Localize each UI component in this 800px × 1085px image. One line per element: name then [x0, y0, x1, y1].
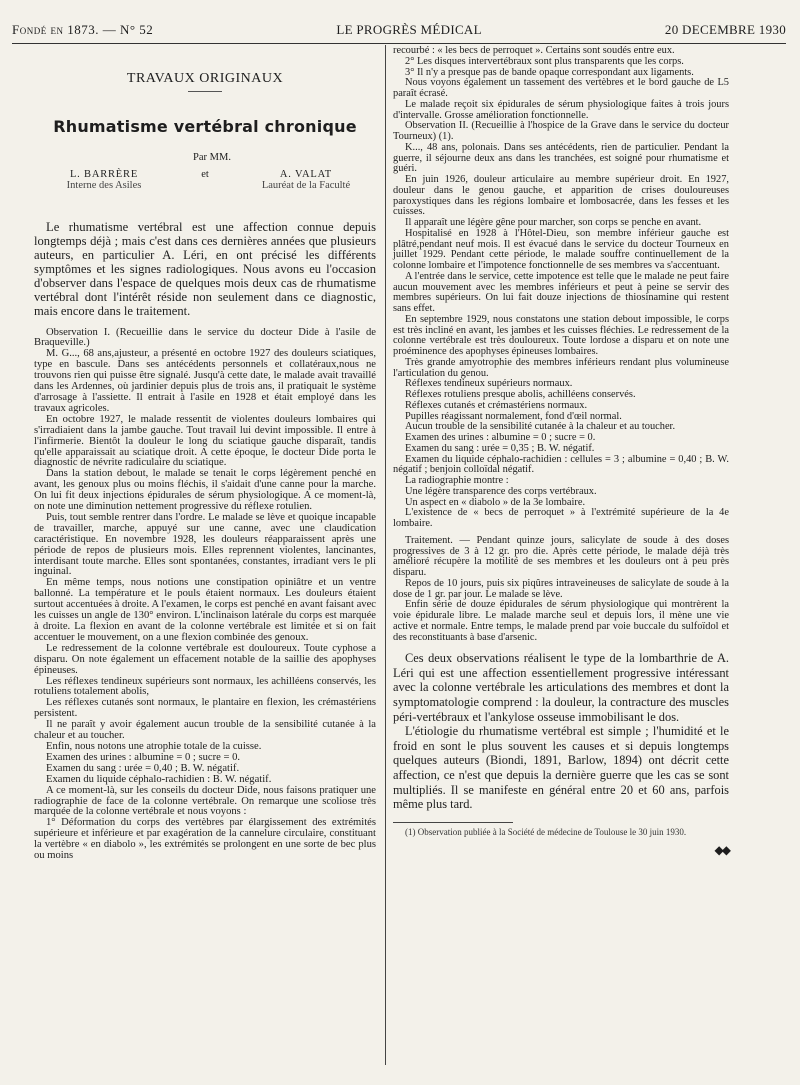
body-paragraph: Le malade reçoit six épidurales de sérum physiologique faites à trois jours d'intervalle. Grosse amélioration fonctionnelle. [393, 98, 729, 121]
exam-line: Réflexes tendineux supérieurs normaux. [405, 378, 573, 390]
authors [34, 170, 376, 192]
author-barrere [34, 170, 174, 192]
treatment-paragraph: Traitement. — Pendant quinze jours, salicylate de soude à des doses progressives de 3 à 12 gr. pro die. Après cette période, le malade déjà très amélioré récupère la motilité de ses membres et les douleurs ont à peu près disparu. [393, 534, 729, 578]
exam-line: Réflexes rotuliens presque abolis, achilléens conservés. [405, 389, 636, 400]
footnote: (1) Observation publiée à la Société de médecine de Toulouse le 30 juin 1930. [405, 826, 687, 837]
body-paragraph: En septembre 1929, nous constatons une station debout impossible, le corps est très incliné en avant, les jambes et les cuisses fléchies. Le redressement de la colonne vertébrale est très douloureux. Toute lordose a disparu et on note une proéminence des apophyses épineuses lombaires. [393, 313, 729, 357]
author-name: A. VALAT [279, 168, 333, 180]
body-paragraph: Repos de 10 jours, puis six piqûres intraveineuses de salicylate de soude à la dose de 1 gr. par jour. Le malade se lève. [393, 577, 729, 600]
body-paragraph: Nous voyons également un tassement des vertèbres et le bord gauche de L5 paraît écrasé. [393, 77, 729, 99]
author-conjunction: et [201, 168, 209, 180]
body-paragraph: M. G..., 68 ans,ajusteur, a présenté en octobre 1927 des douleurs sciatiques, type en bascule. Dans ses antécédents personnels et collatéraux,nous ne trouvons rien qui puisse être signalé. Jusqu'à cette date, le malade avait travaillé dans les Ardennes, où jardinier depuis plus de trois ans, il pratiquait le système d'arrosage à l'assiette. Il entrait à l'asile en 1928 et était employé dans les travaux agricoles. [34, 348, 376, 414]
intro-paragraph: Le rhumatisme vertébral est une affection connue depuis longtemps déjà ; mais c'est dans ces dernières années que plusieurs auteurs, en particulier A. Léri, en ont précisé les différents symptômes et les signes radiologiques. Nous avons eu l'occasion d'observer dans l'espace de quelques mois deux cas de rhumatisme vertébral dont l'intérêt réside non seulement dans ce diagnostic, mais encore dans le traitement. [34, 219, 376, 318]
body-paragraph: recourbé : « les becs de perroquet ». Certains sont soudés entre eux. [393, 45, 675, 56]
journal-title: LE PROGRÈS MÉDICAL [336, 22, 482, 37]
founding-note: Fondé en 1873. — N° 52 [12, 22, 154, 37]
header-rule [12, 43, 786, 44]
exam-line: Un aspect en « diabolo » de la 3e lombaire. [405, 496, 586, 508]
body-paragraph: Puis, tout semble rentrer dans l'ordre. Le malade se lève et quoique incapable de travailler, marche, appuyé sur une canne, avec une claudication caractéristique. En novembre 1928, les douleurs réapparaissent après une période de repos de plusieurs mois. Elles reprennent violentes, lancinantes, interdisant toute marche. Elles sont spontanées, constantes, irradiant vers le pli inguinal. [34, 511, 376, 578]
body-paragraph: Dans la station debout, le malade se tenait le corps légèrement penché en avant, les genoux plus ou moins fléchis, il s'aidait d'une canne pour la marche. On lui fit deux injections épidurales de sérum physiologique. A ce moment-là, on note une diminution nettement progressive du réflexe rotulien. [34, 468, 376, 513]
exam-line: Pupilles réagissant normalement, fond d'œil normal. [405, 410, 622, 422]
byline-intro: Par MM. [193, 151, 231, 163]
exam-line: Examen du sang : urée = 0,35 ; B. W. négatif. [405, 442, 595, 454]
body-paragraph: Hospitalisé en 1928 à l'Hôtel-Dieu, son membre inférieur gauche est plâtré,pendant neuf mois. Il est évacué dans le service du docteur Tourneux en juillet 1929. Pendant cette période, le malade souffre continuellement de la colonne lombaire et l'impotence fonctionnelle de ses membres va s'accentuant. [393, 227, 729, 271]
body-paragraph: Enfin, nous notons une atrophie totale de la cuisse. [46, 740, 262, 752]
right-column [393, 46, 729, 856]
author-title: Interne des Asiles [66, 179, 142, 191]
body-paragraph: Enfin série de douze épidurales de sérum physiologique qui montrèrent la voie épidurale libre. Le malade marche seul et depuis lors, il mène une vie active et normale. Entre temps, le malade prend par voie buccale du sulfoïdol et des reconstituants à base d'arsenic. [393, 599, 729, 643]
article-title: Rhumatisme vertébral chronique [53, 116, 357, 136]
exam-line: Examen des urines : albumine = 0 ; sucre = 0. [405, 432, 596, 443]
footnote-rule [393, 822, 513, 823]
observation-1-heading: Observation I. (Recueillie dans le service du docteur Dide à l'asile de Braqueville.) [34, 326, 376, 349]
body-paragraph: En juin 1926, douleur articulaire au membre supérieur droit. En 1927, douleur dans le genou gauche, et apparition de crises douloureuses paroxystiques dans les régions lombaire et lombosacrée, dans les fesses et les cuisses. [393, 174, 729, 218]
body-paragraph: Le redressement de la colonne vertébrale est douloureux. Toute cyphose a disparu. On note également un effacement notable de la saillie des apophyses épineuses. [34, 642, 376, 676]
body-paragraph: En octobre 1927, le malade ressentit de violentes douleurs lombaires qui s'irradiaient dans la jambe gauche. Tout travail lui devint impossible. Il entre à l'infirmerie. Bientôt la douleur le long du sciatique gauche disparaît, tandis qu'elle apparaissait au sciatique droit. A cette époque, le docteur Dide porta le diagnostic de névrite radiculaire du sciatique. [34, 413, 376, 469]
body-paragraph: 1° Déformation du corps des vertèbres par élargissement des extrémités supérieure et inférieure et par exagération de la cannelure circulaire, constituant la vertèbre « en diabolo », les extrémités se prolongent en une sorte de bec plus ou moins [34, 817, 376, 862]
exam-line: L'existence de « becs de perroquet » à l'extrémité supérieure de la 4e lombaire. [393, 507, 729, 529]
issue-date: 20 DECEMBRE 1930 [664, 22, 786, 37]
body-paragraph: Il apparaît une légère gêne pour marcher, son corps se penche en avant. [405, 217, 702, 228]
left-column [34, 46, 376, 862]
body-paragraph: 2° Les disques intervertébraux sont plus transparents que les corps. [405, 55, 684, 67]
section-title: TRAVAUX ORIGINAUX [126, 71, 284, 86]
body-paragraph: 3° Il n'y a presque pas de bande opaque correspondant aux ligaments. [405, 66, 694, 78]
section-rule [188, 91, 222, 92]
body-paragraph: A ce moment-là, sur les conseils du docteur Dide, nous faisons pratiquer une radiographie de face de la colonne vertébrale. On remarque une scoliose très marquée de la colonne vertébrale et nous voyons : [34, 784, 376, 818]
exam-line: Réflexes cutanés et crémastériens normaux. [405, 399, 588, 411]
body-paragraph: En même temps, nous notions une constipation opiniâtre et un ventre ballonné. La température et le pouls étaient normaux. Les douleurs étaient surtout accentuées à droite. A l'examen, le corps est penché en avant faisant avec les cuisses un angle de 130° environ. L'inclinaison latérale du corps est marquée à droite. La flexion en avant de la colonne vertébrale est limitée et si on fait accentuer le mouvement, on a une flexion combinée des genoux. [34, 577, 376, 643]
body-paragraph: K..., 48 ans, polonais. Dans ses antécédents, rien de particulier. Pendant la guerre, il séjourne deux ans dans les tranchées, est soigné pour rhumatisme et guéri. [393, 141, 729, 175]
exam-line: Examen des urines : albumine = 0 ; sucre = 0. [46, 751, 241, 763]
body-paragraph: A l'entrée dans le service, cette impotence est telle que le malade ne peut faire aucun mouvement avec les membres inférieurs et peut à peine se servir des membres supérieurs. On lui fait douze injections de thiosinamine qui restent sans effet. [393, 270, 729, 314]
exam-line: Une légère transparence des corps vertébraux. [405, 485, 597, 497]
conclusion-paragraph: L'étiologie du rhumatisme vertébral est simple ; l'humidité et le froid en sont le plus souvent les causes et si depuis longtemps quelques auteurs (Biondi, 1891, Barlow, 1894) ont décrit cette affection, ce n'est que depuis la dernière guerre que les cas se sont multipliés. Il se manifeste en général entre 20 et 60 ans, parfois même plus tard. [393, 724, 729, 812]
conclusion-paragraph: Ces deux observations réalisent le type de la lombarthrie de A. Léri qui est une affection essentiellement progressive intéressant avec la colonne vertébrale les articulations des membres et dont la symptomatologie comprend : la douleur, la contracture des muscles péri-vertébraux et l'ankylose osseuse immobilisant le dos. [393, 651, 729, 724]
column-divider [385, 45, 386, 1065]
body-paragraph: Il ne paraît y avoir également aucun trouble de la sensibilité cutanée à la chaleur et au toucher. [34, 719, 376, 742]
body-paragraph: Très grande amyotrophie des membres inférieurs rendant plus volumineuse l'articulation du genou. [393, 356, 729, 379]
author-title: Lauréat de la Faculté [261, 179, 351, 191]
exam-line: Examen du liquide céphalo-rachidien : B. W. négatif. [46, 773, 272, 785]
exam-line: Aucun trouble de la sensibilité cutanée à la chaleur et au toucher. [405, 421, 676, 433]
ornament: ◆◆ [714, 842, 729, 857]
exam-line: Examen du liquide céphalo-rachidien : cellules = 3 ; albumine = 0,40 ; B. W. négatif ; benjoin colloïdal négatif. [393, 453, 729, 476]
exam-line: La radiographie montre : [405, 475, 509, 486]
author-valat [236, 170, 376, 192]
body-paragraph: Les réflexes cutanés sont normaux, le plantaire en flexion, les crémastériens persistent. [34, 697, 376, 720]
exam-line: Examen du sang : urée = 0,40 ; B. W. négatif. [46, 762, 240, 774]
observation-2-heading: Observation II. (Recueillie à l'hospice de la Grave dans le service du docteur Tourneux) (1). [393, 120, 729, 142]
page-header [12, 22, 786, 42]
author-name: L. BARRÈRE [69, 168, 139, 180]
body-paragraph: Les réflexes tendineux supérieurs sont normaux, les achilléens conservés, les rotuliens totalement abolis, [34, 675, 376, 698]
